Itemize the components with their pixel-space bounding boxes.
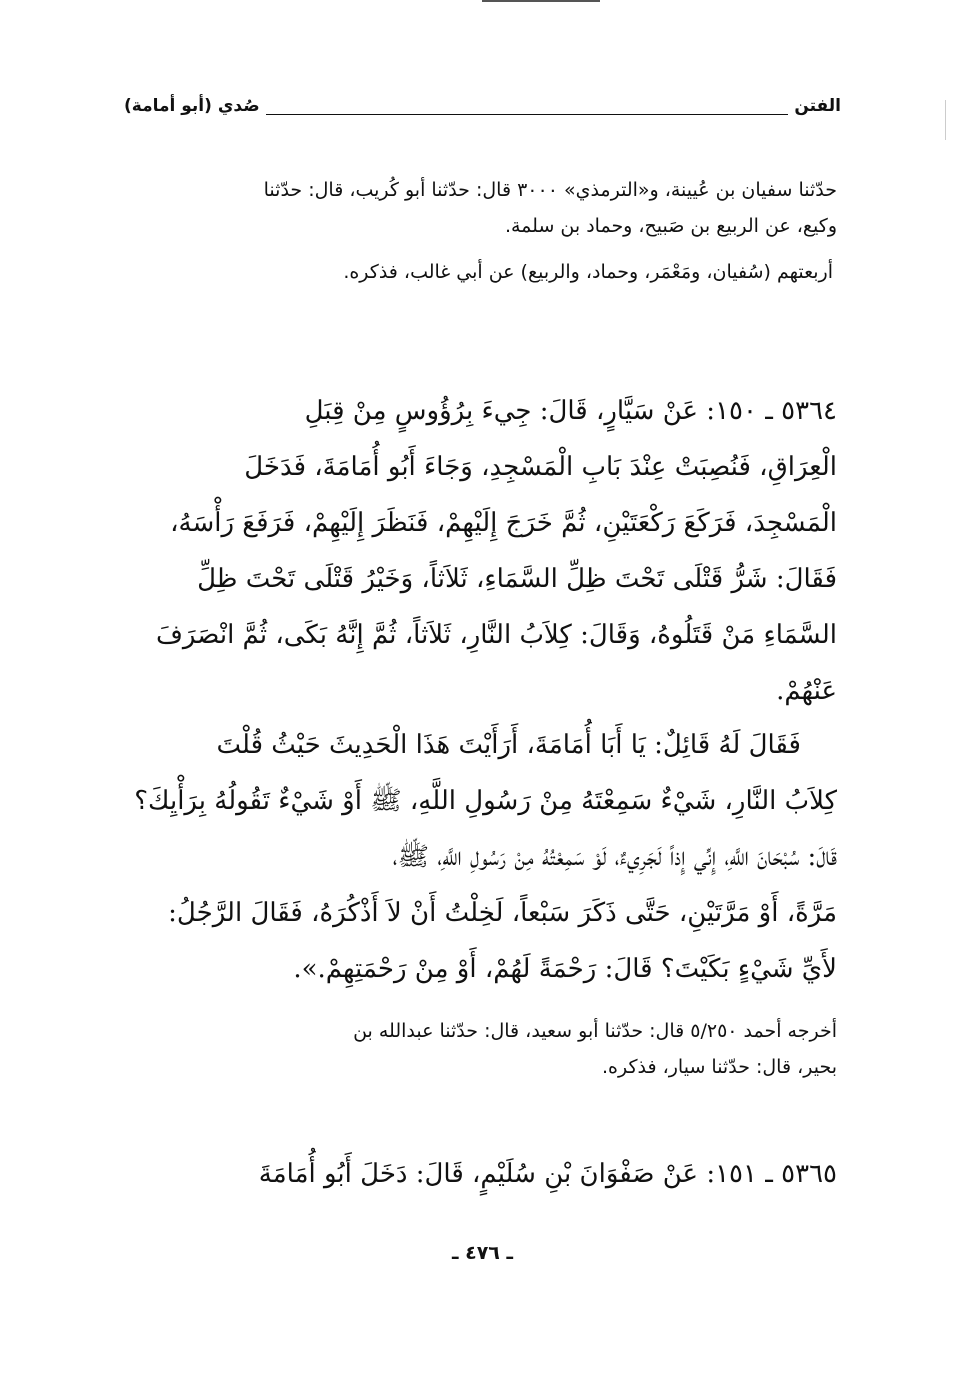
note-line: أخرجه أحمد ٥/٢٥٠ قال: حدّثنا أبو سعيد، قال: حدّثنا عبدالله بن xyxy=(353,1020,837,1042)
page-edge-mark xyxy=(945,100,946,140)
hadith-5365 xyxy=(124,1146,837,1202)
hadith-line: السَّمَاءِ مَنْ قَتَلُوهُ، وَقَالَ: كِلاَبُ النَّارِ، ثَلاَثاً، ثُمَّ إِنَّهُ بَكَى، ثُمَّ انْصَرَفَ xyxy=(155,620,837,650)
hadith-line: فَقَالَ: شَرُّ قَتْلَى تَحْتَ ظِلِّ السَّمَاءِ، ثَلاَثاً، وَخَيْرُ قَتْلَى تَحْتَ ظِلِّ xyxy=(197,564,837,594)
hadith-line: الْعِرَاقِ، فَنُصِبَتْ عِنْدَ بَابِ الْمَسْجِدِ، وَجَاءَ أَبُو أُمَامَةَ، فَدَخَلَ xyxy=(244,452,837,482)
source-note-top xyxy=(124,172,837,290)
header-rule xyxy=(266,114,789,115)
hadith-line: قَالَ: سُبْحَانَ اللَّهِ، إِنِّي إِذاً لَجَرِيءٌ، لَوْ سَمِعْتُهُ مِنْ رَسُولِ اللَّهِ، ﷺ، xyxy=(392,842,837,872)
note-line: بحير، قال: حدّثنا سيار، فذكره. xyxy=(602,1056,837,1078)
header-narrator: صُدي (أبو أمامة) xyxy=(124,96,260,116)
hadith-line: كِلاَبُ النَّارِ، شَيْءٌ سَمِعْتَهُ مِنْ رَسُولِ اللَّهِ، ﷺ أَوْ شَيْءٌ تَقُولُهُ بِرَأْيِكَ؟ xyxy=(134,786,837,816)
note-line: أربعتهم (سُفيان، ومَعْمَر، وحماد، والربيع) عن أبي غالب، فذكره. xyxy=(343,261,833,283)
running-header xyxy=(124,92,841,120)
header-book-section: الفتن xyxy=(794,96,841,116)
note-line: وكيع، عن الربيع بن صَبيح، وحماد بن سلمة. xyxy=(504,215,837,237)
hadith-5364 xyxy=(124,383,837,719)
hadith-line: ٥٣٦٤ ـ ١٥٠: عَنْ سَيَّارٍ، قَالَ: جِيءَ بِرُؤُوسٍ مِنْ قِبَلِ xyxy=(304,396,837,426)
page-number: ـ ٤٧٦ ـ xyxy=(451,1242,513,1264)
hadith-5364-continuation xyxy=(124,717,837,997)
hadith-line: ٥٣٦٥ ـ ١٥١: عَنْ صَفْوَانَ بْنِ سُلَيْمٍ، قَالَ: دَخَلَ أَبُو أُمَامَةَ xyxy=(258,1159,837,1189)
top-rule xyxy=(482,0,600,2)
hadith-line: مَرَّةً، أَوْ مَرَّتَيْنِ، حَتَّى ذَكَرَ سَبْعاً، لَخِلْتُ أَنْ لاَ أَذْكُرَهُ، فَقَالَ الرَّجُلُ: xyxy=(168,898,837,928)
source-note-bottom xyxy=(124,1013,837,1085)
hadith-line: فَقَالَ لَهُ قَائِلٌ: يَا أَبَا أُمَامَةَ، أَرَأَيْتَ هَذَا الْحَدِيثَ حَيْثُ قُلْتَ xyxy=(216,730,801,760)
note-line: حدّثنا سفيان بن عُيينة، و«الترمذي» ٣٠٠٠ قال: حدّثنا أبو كُريب، قال: حدّثنا xyxy=(263,179,837,201)
hadith-line: عَنْهُمْ. xyxy=(776,676,837,706)
hadith-line: لأَيِّ شَيْءٍ بَكَيْتَ؟ قَالَ: رَحْمَةً لَهُمْ، أَوْ مِنْ رَحْمَتِهِمْ.». xyxy=(293,954,837,984)
hadith-line: الْمَسْجِدَ، فَرَكَعَ رَكْعَتَيْنِ، ثُمَّ خَرَجَ إِلَيْهِمْ، فَنَظَرَ إِلَيْهِمْ، فَرَفَعَ رَأْسَهُ، xyxy=(170,508,837,538)
